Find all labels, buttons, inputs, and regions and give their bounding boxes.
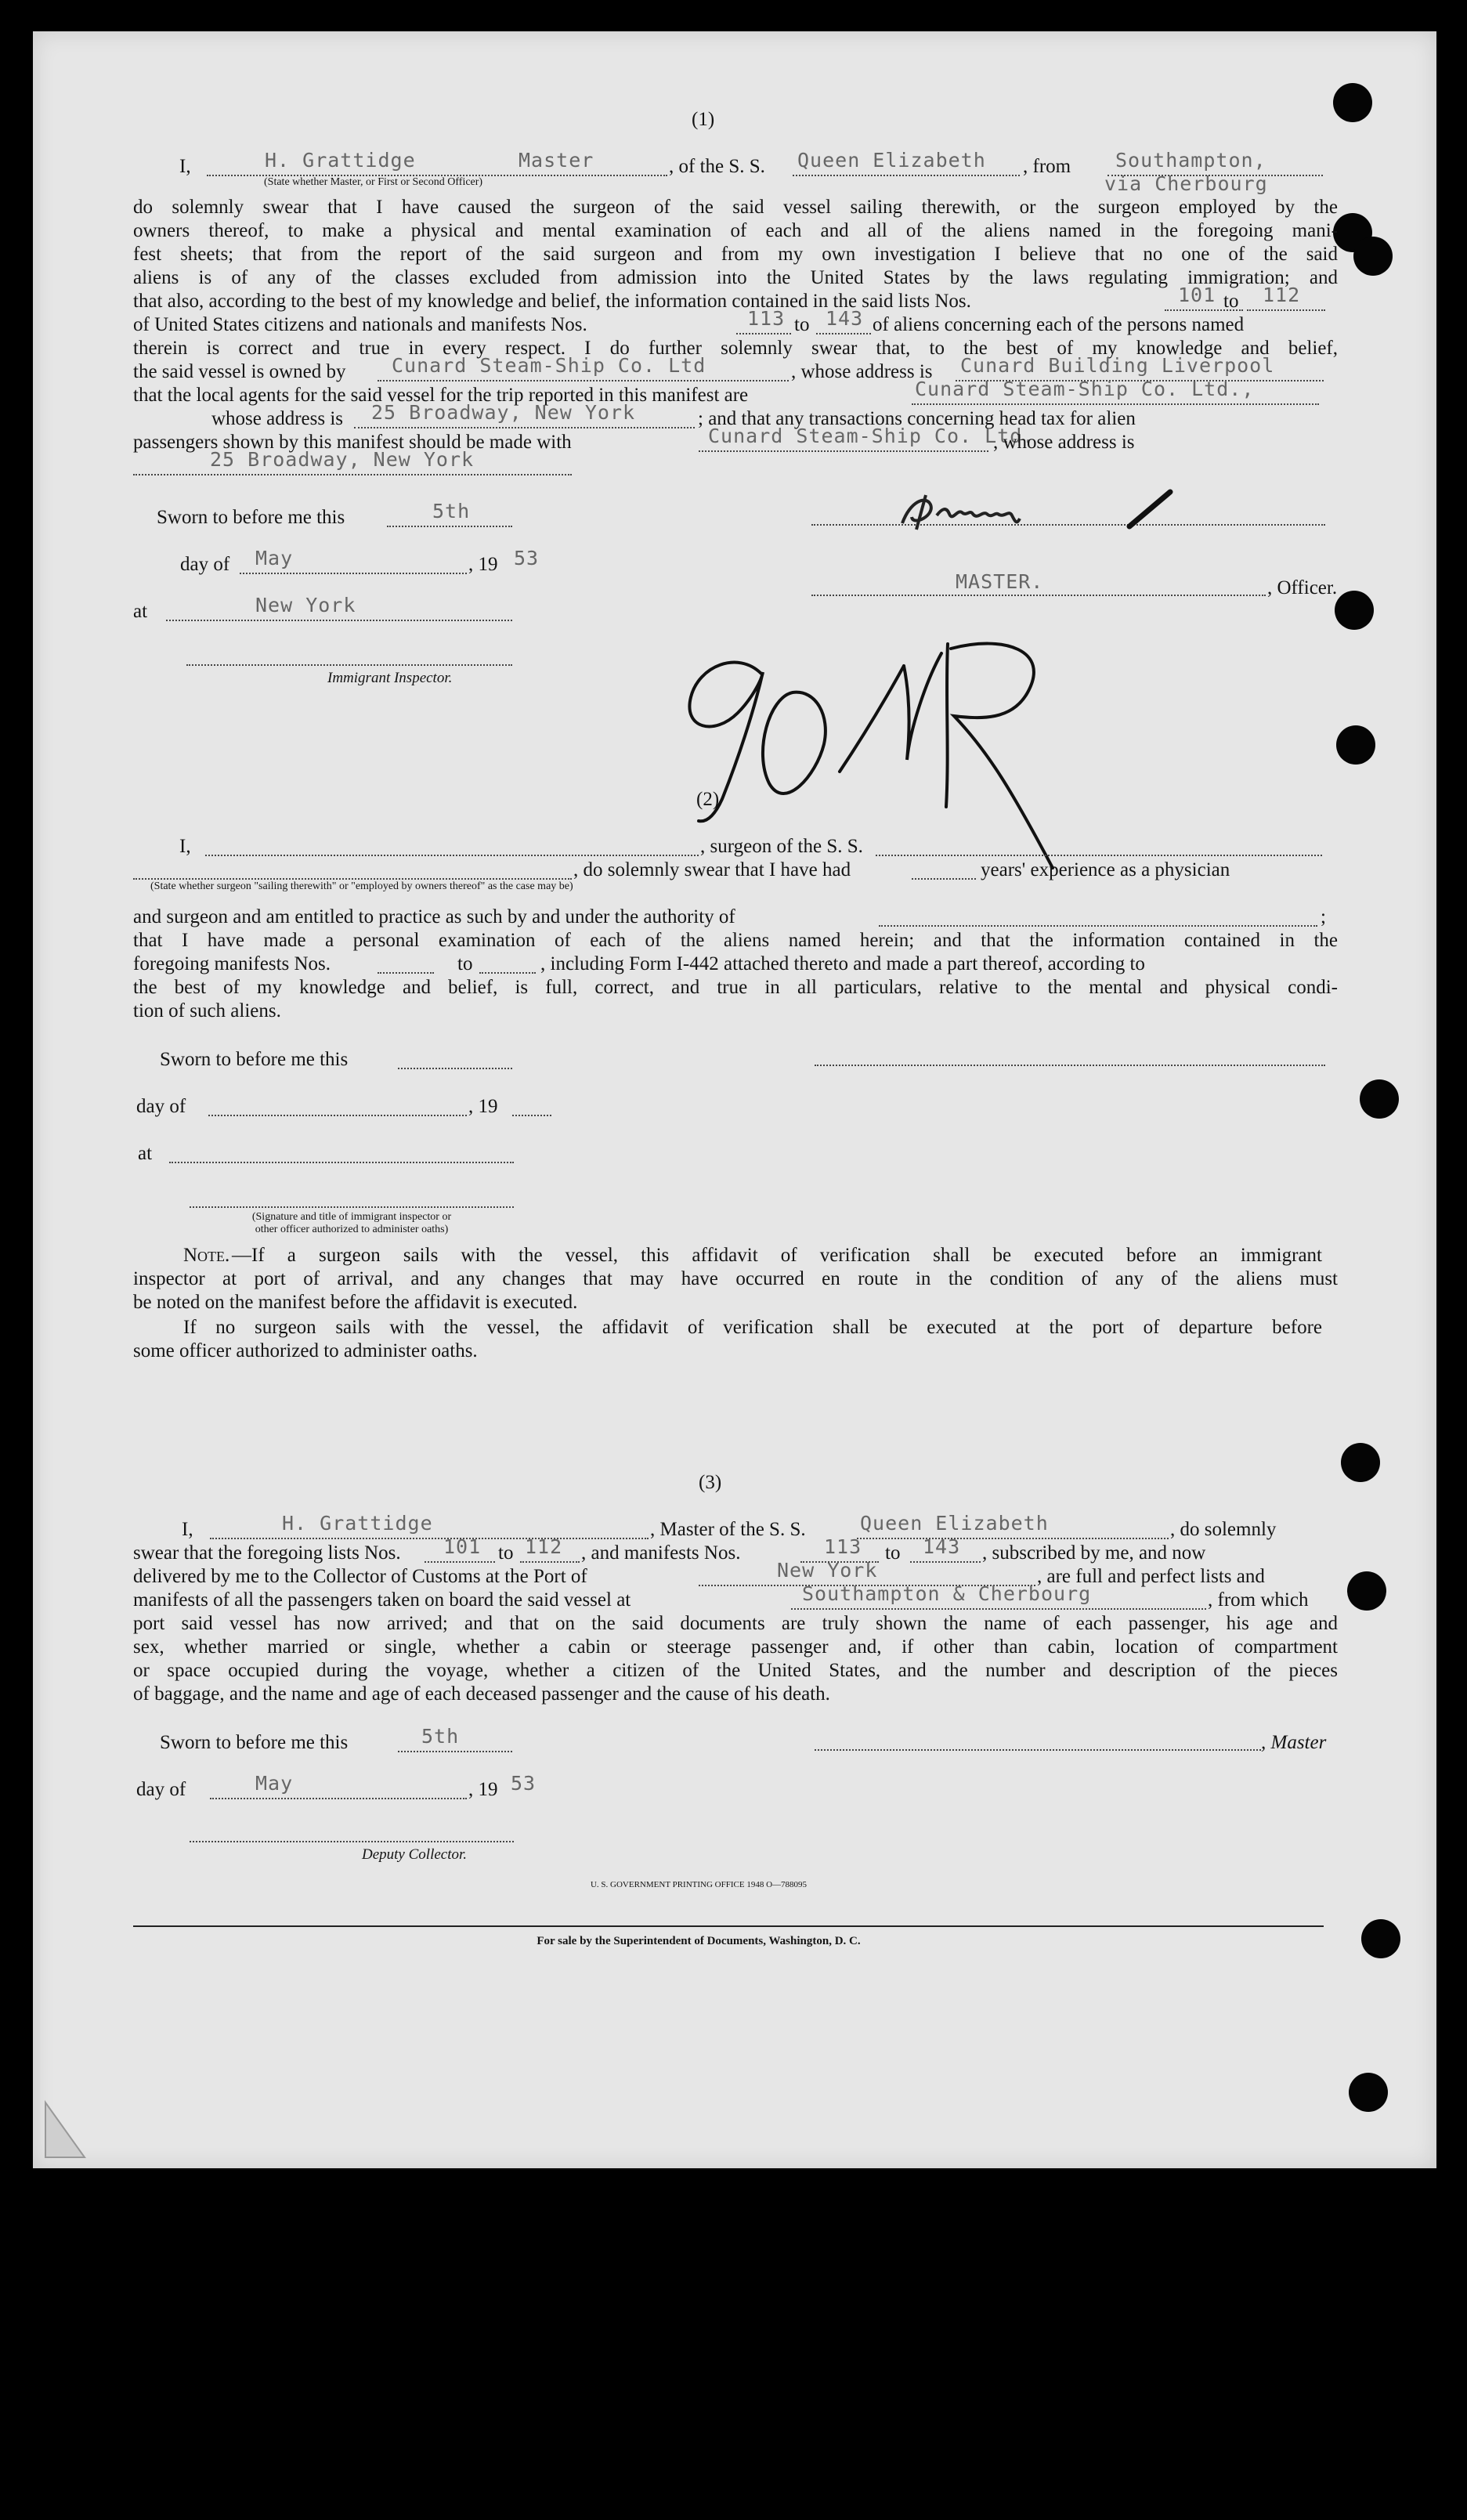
oath-text: ; and that any transactions concerning head tax for alien [698, 408, 1136, 429]
section-2-heading: (2) [696, 789, 720, 810]
master-signature [894, 478, 1333, 541]
oath-line: owners thereof, to make a physical and mental examination of each and all of the aliens named in the foregoing mani- [133, 220, 1338, 241]
manifest-page [33, 31, 1436, 2168]
lists-to: 112 [525, 1535, 563, 1558]
dotted-line [169, 1162, 514, 1163]
dotted-line [378, 380, 789, 381]
oath-line: do solemnly swear that I have caused the surgeon of the said vessel sailing therewith, or the surgeon employed by the [133, 197, 1338, 218]
dotted-line [166, 620, 512, 621]
departure-via: via Cherbourg [1104, 172, 1268, 195]
sworn-month: May [255, 547, 294, 569]
day-of-label: day of [136, 1779, 186, 1800]
oath-text: whose address is [211, 408, 344, 429]
oath-line: that I have made a personal examination of each of the aliens named herein; and that the information contained in the [133, 930, 1338, 951]
dotted-line [387, 526, 512, 527]
lists-from: 101 [1178, 284, 1216, 306]
dotted-line [811, 595, 1266, 596]
manifests-from: 113 [824, 1535, 862, 1558]
punch-hole [1341, 1443, 1380, 1482]
oath-line: or space occupied during the voyage, whether a citizen of the United States, and the number and description of the pieces [133, 1660, 1338, 1681]
note-text: —If a surgeon sails with the vessel, this affidavit of verification shall be executed before an immigrant [232, 1245, 1322, 1266]
oath-text: , subscribed by me, and now [982, 1542, 1206, 1564]
oath-line: sex, whether married or single, whether a cabin or steerage passenger and, if other than cabin, location of compartment [133, 1636, 1338, 1658]
oath-text: , from which [1208, 1589, 1309, 1611]
owner-address: Cunard Building Liverpool [960, 354, 1275, 377]
footer-rule [133, 1925, 1324, 1927]
dotted-line [425, 1561, 495, 1563]
oath-line: port said vessel has now arrived; and that on the said documents are truly shown the name of each passenger, his age and [133, 1613, 1338, 1634]
vessel-owner: Cunard Steam-Ship Co. Ltd [392, 354, 706, 377]
oath-text: I, [179, 836, 191, 857]
dotted-line [520, 1561, 580, 1563]
dotted-line [879, 925, 1317, 927]
vessel-name: Queen Elizabeth [797, 149, 986, 172]
headtax-address: 25 Broadway, New York [210, 448, 475, 471]
sworn-day: 5th [432, 500, 471, 522]
year-prefix: , 19 [468, 554, 498, 575]
punch-hole [1353, 237, 1393, 276]
oath-text: to [794, 314, 810, 335]
at-label: at [138, 1143, 153, 1164]
master-rank: Master [519, 149, 594, 172]
oath-text: years' experience as a physician [981, 859, 1230, 880]
oath-text: , whose address is [791, 361, 933, 382]
punch-hole [1333, 83, 1372, 122]
oath-text: , surgeon of the S. S. [700, 836, 863, 857]
inspector-caption: (Signature and title of immigrant inspector or [251, 1211, 452, 1223]
dotted-line [912, 403, 1319, 405]
dotted-line [354, 427, 695, 428]
sale-notice: For sale by the Superintendent of Documents, Washington, D. C. [537, 1935, 861, 1947]
dotted-line [378, 972, 434, 974]
dotted-line [1247, 309, 1325, 311]
inspector-caption: other officer authorized to administer oaths) [255, 1224, 449, 1235]
oath-text: , do solemnly [1170, 1519, 1277, 1540]
dotted-line [736, 333, 791, 334]
surgeon-caption: (State whether surgeon "sailing therewith" or "employed by owners thereof" as the case may be) [150, 880, 573, 892]
note-text: inspector at port of arrival, and any changes that may have occurred en route in the condition of any of the aliens must [133, 1268, 1338, 1289]
year-prefix: , 19 [468, 1096, 498, 1117]
dotted-line [912, 878, 976, 880]
dotted-line [210, 1798, 467, 1799]
oath-text: ; [1321, 906, 1326, 927]
dotted-line [512, 1115, 551, 1116]
dotted-line [857, 1538, 1169, 1539]
local-agents: Cunard Steam-Ship Co. Ltd., [915, 378, 1255, 400]
section-1-heading: (1) [692, 109, 715, 130]
signature-line [815, 1749, 1261, 1751]
sworn-day: 5th [421, 1725, 460, 1748]
sworn-label: Sworn to before me this [160, 1049, 349, 1070]
oath-text: delivered by me to the Collector of Customs at the Port of [133, 1566, 587, 1587]
oath-text: passengers shown by this manifest should be made with [133, 432, 572, 453]
dotted-line [205, 855, 699, 856]
dotted-line [910, 1561, 981, 1563]
dotted-line [398, 1751, 512, 1752]
dotted-line [210, 1538, 649, 1539]
master-name: H. Grattidge [265, 149, 416, 172]
oath-text: swear that the foregoing lists Nos. [133, 1542, 401, 1564]
headtax-agent: Cunard Steam-Ship Co. Ltd. [708, 425, 1035, 447]
sworn-year: 53 [511, 1772, 537, 1795]
oath-text: of United States citizens and nationals and manifests Nos. [133, 314, 587, 335]
departure-ports: Southampton & Cherbourg [802, 1582, 1092, 1605]
print-office-line: U. S. GOVERNMENT PRINTING OFFICE 1948 O—788095 [590, 1880, 808, 1889]
dotted-line [398, 1068, 512, 1069]
oath-text: to [1223, 291, 1239, 312]
collector-caption: Deputy Collector. [362, 1846, 468, 1863]
punch-hole [1336, 725, 1375, 765]
manifests-to: 143 [923, 1535, 961, 1558]
sworn-label: Sworn to before me this [157, 507, 345, 528]
oath-text: of aliens concerning each of the persons named [873, 314, 1245, 335]
dotted-line [133, 878, 572, 880]
officer-label: , Officer. [1267, 577, 1338, 598]
dotted-line [240, 573, 467, 574]
departure-port: Southampton, [1115, 149, 1266, 172]
oath-text: , Master of the S. S. [650, 1519, 806, 1540]
dotted-line [876, 855, 1322, 856]
punch-hole [1360, 1079, 1399, 1119]
punch-hole [1349, 2073, 1388, 2112]
oath-line: aliens is of any of the classes excluded from admission into the United States by the laws regulating immigration; and [133, 267, 1338, 288]
dotted-line [133, 474, 572, 475]
at-label: at [133, 601, 148, 622]
sworn-label: Sworn to before me this [160, 1732, 349, 1753]
master-name: H. Grattidge [282, 1512, 433, 1535]
oath-text: to [885, 1542, 901, 1564]
agents-address: 25 Broadway, New York [371, 401, 636, 424]
oath-text: , whose address is [993, 432, 1135, 453]
oath-text: that also, according to the best of my knowledge and belief, the information contained in the said lists Nos. [133, 291, 971, 312]
dotted-line [208, 1115, 467, 1116]
note-text: be noted on the manifest before the affidavit is executed. [133, 1292, 578, 1313]
oath-text: , and manifests Nos. [581, 1542, 741, 1564]
master-label: , Master [1261, 1732, 1327, 1753]
dotted-line [791, 1608, 1206, 1610]
punch-hole [1347, 1571, 1386, 1611]
day-of-label: day of [180, 554, 230, 575]
oath-text: to [457, 953, 473, 974]
punch-hole [1335, 591, 1374, 630]
oath-text: , do solemnly swear that I have had [573, 859, 851, 880]
manifests-to: 143 [826, 307, 864, 330]
oath-text: , of the S. S. [669, 156, 765, 177]
oath-text: the said vessel is owned by [133, 361, 346, 382]
oath-text: manifests of all the passengers taken on board the said vessel at [133, 1589, 631, 1611]
oath-line: the best of my knowledge and belief, is full, correct, and true in all particulars, relative to the mental and physical condi- [133, 977, 1338, 998]
year-prefix: , 19 [468, 1779, 498, 1800]
dotted-line [816, 333, 871, 334]
inspector-caption: Immigrant Inspector. [327, 670, 453, 686]
lists-from: 101 [443, 1535, 482, 1558]
day-of-label: day of [136, 1096, 186, 1117]
dotted-line [190, 1841, 514, 1842]
oath-text: that the local agents for the said vessel for the trip reported in this manifest are [133, 385, 749, 406]
oath-text: , are full and perfect lists and [1037, 1566, 1265, 1587]
note-text: If no surgeon sails with the vessel, the affidavit of verification shall be executed at the port of departure before [183, 1317, 1322, 1338]
punch-hole [1361, 1919, 1400, 1958]
section-3-heading: (3) [699, 1472, 722, 1493]
signature-line [815, 1065, 1325, 1066]
oath-line: of baggage, and the name and age of each deceased passenger and the cause of his death. [133, 1683, 830, 1705]
handwritten-annotation [675, 635, 1098, 870]
oath-text: I, [182, 1519, 193, 1540]
oath-text: and surgeon and am entitled to practice as such by and under the authority of [133, 906, 735, 927]
sworn-month: May [255, 1772, 294, 1795]
dotted-line [190, 1206, 514, 1208]
note-label: Note. [183, 1245, 230, 1266]
oath-text: tion of such aliens. [133, 1000, 281, 1021]
oath-text: , including Form I-442 attached thereto and made a part thereof, according to [540, 953, 1145, 974]
sworn-year: 53 [514, 547, 540, 569]
lists-to: 112 [1263, 284, 1301, 306]
torn-corner [45, 2102, 108, 2165]
arrival-port: New York [777, 1559, 878, 1582]
oath-line: fest sheets; that from the report of the said surgeon and from my own investigation I believe that no one of the said [133, 244, 1338, 265]
oath-line: therein is correct and true in every respect. I do further solemnly swear that, to the best of my knowledge and belief, [133, 338, 1338, 359]
sworn-place: New York [255, 594, 356, 616]
master-title: MASTER. [956, 570, 1044, 593]
oath-text: I, [179, 156, 191, 177]
manifests-from: 113 [747, 307, 786, 330]
dotted-line [699, 450, 988, 452]
dotted-line [479, 972, 536, 974]
vessel-name: Queen Elizabeth [860, 1512, 1049, 1535]
oath-text: , from [1023, 156, 1071, 177]
oath-text: to [498, 1542, 514, 1564]
rank-caption: (State whether Master, or First or Second Officer) [264, 176, 483, 188]
dotted-line [186, 664, 512, 666]
dotted-line [793, 175, 1020, 176]
note-text: some officer authorized to administer oaths. [133, 1340, 478, 1361]
oath-text: foregoing manifests Nos. [133, 953, 331, 974]
